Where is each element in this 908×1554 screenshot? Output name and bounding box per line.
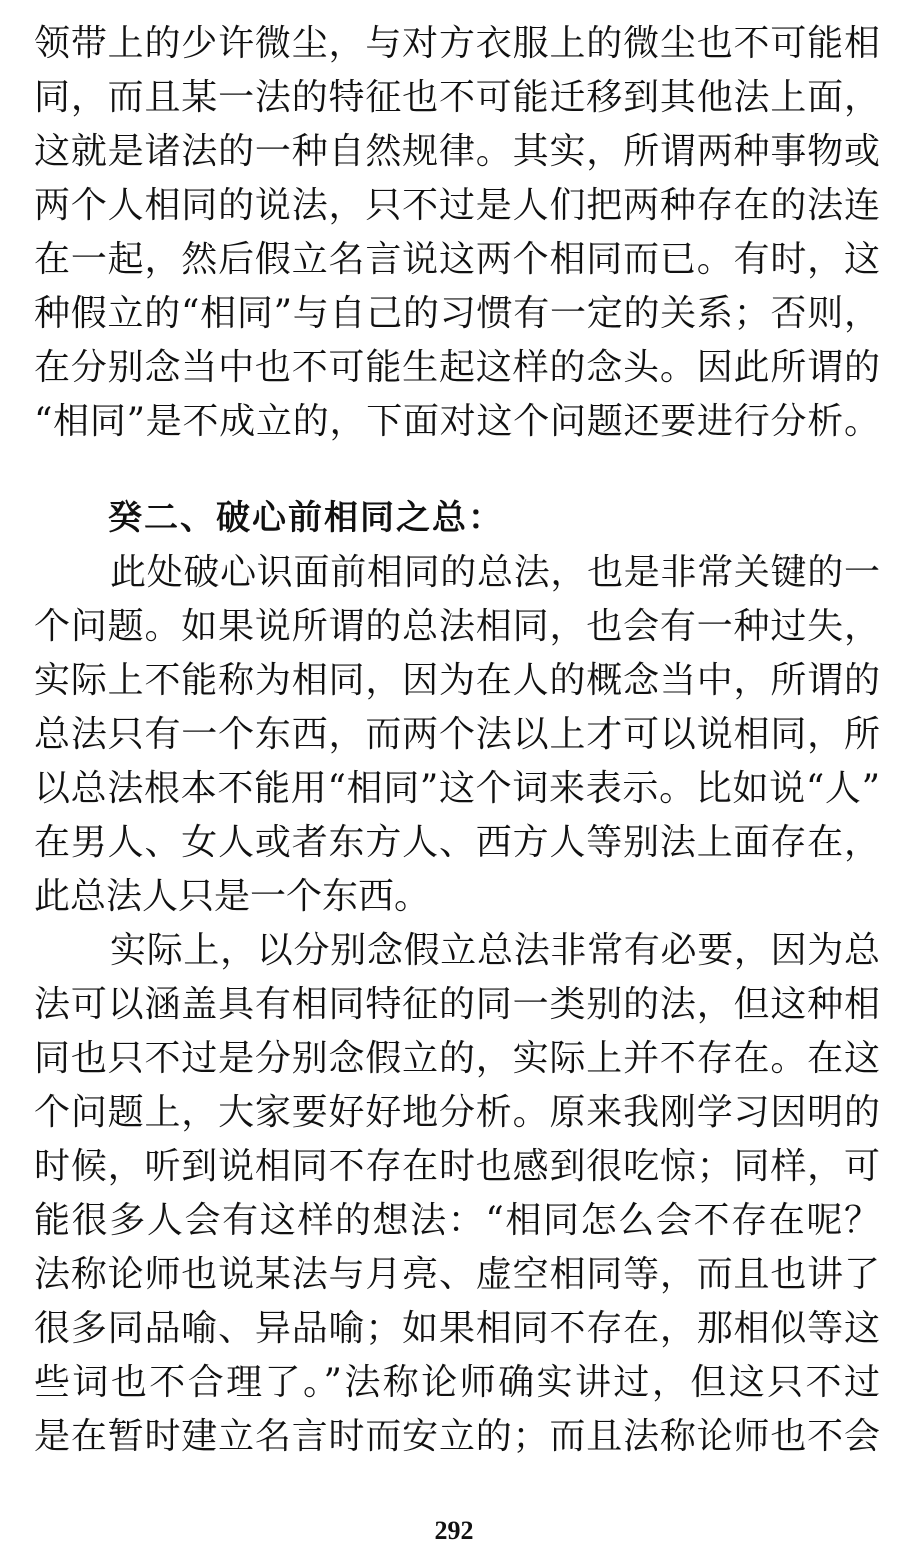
text-line: 法可以涵盖具有相同特征的同一类别的法，但这种相 <box>34 984 880 1025</box>
text-line: 能很多人会有这样的想法：“相同怎么会不存在呢？ <box>34 1200 880 1241</box>
text-line: 在一起，然后假立名言说这两个相同而已。有时，这 <box>34 239 880 280</box>
text-line: 实际上不能称为相同，因为在人的概念当中，所谓的 <box>34 660 880 701</box>
text-line: 个问题上，大家要好好地分析。原来我刚学习因明的 <box>34 1092 880 1133</box>
text-line: 这就是诸法的一种自然规律。其实，所谓两种事物或 <box>34 131 880 172</box>
text-line: 此处破心识面前相同的总法，也是非常关键的一 <box>110 552 880 593</box>
page-number: 292 <box>434 1516 474 1545</box>
text-line: 法称论师也说某法与月亮、虚空相同等，而且也讲了 <box>34 1254 880 1295</box>
text-line: 些词也不合理了。”法称论师确实讲过，但这只不过 <box>34 1362 880 1403</box>
text-line: 总法只有一个东西，而两个法以上才可以说相同，所 <box>34 714 880 755</box>
text-line: 实际上，以分别念假立总法非常有必要，因为总 <box>110 930 880 971</box>
text-line: 种假立的“相同”与自己的习惯有一定的关系；否则， <box>34 293 880 334</box>
text-line: 同也只不过是分别念假立的，实际上并不存在。在这 <box>34 1038 880 1079</box>
text-line: 在男人、女人或者东方人、西方人等别法上面存在， <box>34 822 880 863</box>
text-line: 个问题。如果说所谓的总法相同，也会有一种过失， <box>34 606 880 647</box>
text-line: 时候，听到说相同不存在时也感到很吃惊；同样，可 <box>34 1146 880 1187</box>
text-line: 领带上的少许微尘，与对方衣服上的微尘也不可能相 <box>34 23 880 64</box>
text-line: 在分别念当中也不可能生起这样的念头。因此所谓的 <box>34 347 880 388</box>
text-line: 很多同品喻、异品喻；如果相同不存在，那相似等这 <box>34 1308 880 1349</box>
section-heading: 癸二、破心前相同之总： <box>108 498 504 538</box>
text-line: 同，而且某一法的特征也不可能迁移到其他法上面， <box>34 77 880 118</box>
text-line: “相同”是不成立的，下面对这个问题还要进行分析。 <box>34 401 880 442</box>
text-line: 此总法人只是一个东西。 <box>34 876 431 917</box>
text-line: 是在暂时建立名言时而安立的；而且法称论师也不会 <box>34 1416 880 1457</box>
text-line: 两个人相同的说法，只不过是人们把两种存在的法连 <box>34 185 880 226</box>
text-line: 以总法根本不能用“相同”这个词来表示。比如说“人” <box>34 768 880 809</box>
